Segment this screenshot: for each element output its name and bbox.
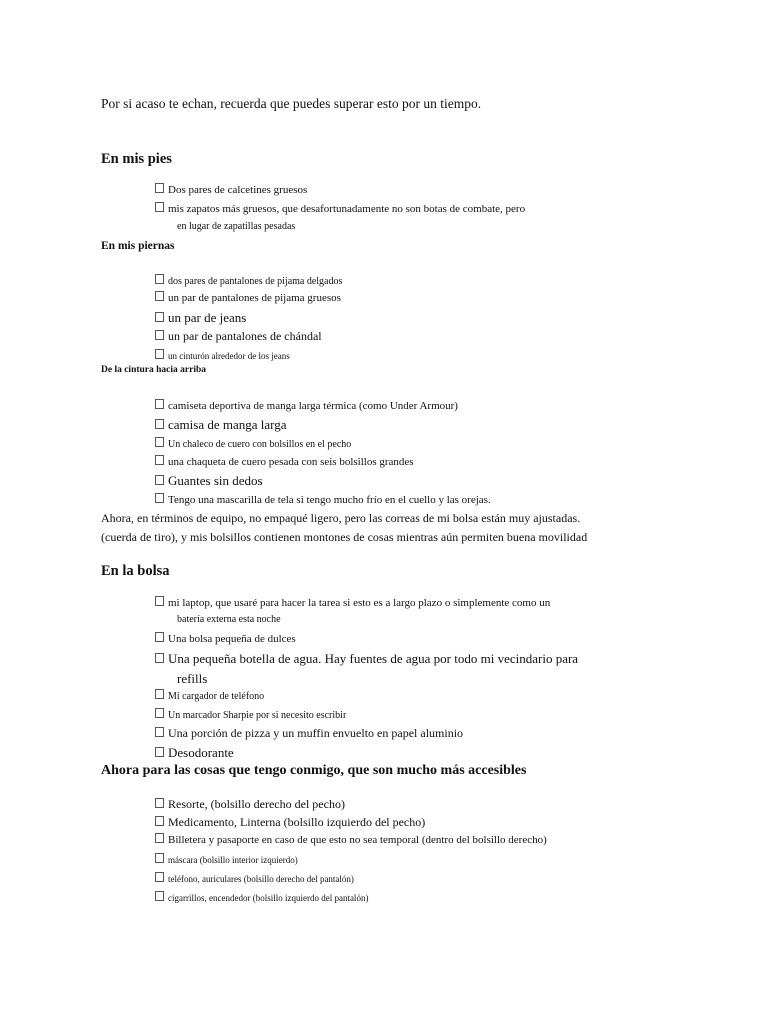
heading-bag: En la bolsa — [101, 563, 170, 579]
list-item — [155, 417, 287, 433]
list-item — [155, 310, 246, 326]
list-item — [155, 689, 264, 702]
list-item-text: Guantes sin dedos — [168, 473, 263, 488]
list-item-text: Medicamento, Linterna (bolsillo izquierdo del pecho) — [168, 815, 426, 829]
list-item — [155, 815, 425, 830]
list-item-text: Dos pares de calcetines gruesos — [168, 184, 308, 196]
checkbox-icon — [155, 183, 164, 193]
list-item-text: Billetera y pasaporte en caso de que esto no sea temporal (dentro del bolsillo derecho) — [168, 834, 547, 846]
checkbox-icon — [155, 689, 164, 699]
checkbox-icon — [155, 632, 164, 642]
checkbox-icon — [155, 312, 164, 322]
checkbox-icon — [155, 291, 164, 301]
checkbox-icon — [155, 816, 164, 826]
list-item-text: Un chaleco de cuero con bolsillos en el pecho — [168, 439, 352, 450]
list-item-text: Desodorante — [168, 745, 234, 760]
list-item — [155, 437, 351, 450]
list-item-text: Una pequeña botella de agua. Hay fuentes de agua por todo mi vecindario para — [168, 651, 579, 666]
list-item-text: Una porción de pizza y un muffin envuelto en papel aluminio — [168, 726, 464, 740]
checkbox-icon — [155, 455, 164, 465]
list-item-text: Tengo una mascarilla de tela si tengo mucho frío en el cuello y las orejas. — [168, 494, 491, 506]
heading-carry: Ahora para las cosas que tengo conmigo, que son mucho más accesibles — [101, 763, 527, 778]
list-item — [155, 493, 491, 506]
checkbox-icon — [155, 437, 164, 447]
list-item — [155, 399, 458, 412]
checkbox-icon — [155, 419, 164, 429]
checkbox-icon — [155, 798, 164, 808]
list-item — [155, 455, 414, 468]
list-item-text: un par de pantalones de chándal — [168, 329, 322, 343]
list-item — [155, 473, 263, 489]
list-item-text: un par de pantalones de pijama gruesos — [168, 292, 341, 304]
list-item — [155, 745, 234, 761]
list-item-text: Mi cargador de teléfono — [168, 691, 265, 702]
list-item — [155, 349, 290, 361]
list-item — [155, 833, 547, 846]
intro-text: Por si acaso te echan, recuerda que puedes superar esto por un tiempo. — [101, 96, 482, 111]
list-item — [155, 797, 345, 812]
list-item — [155, 872, 354, 884]
list-item — [155, 596, 550, 609]
list-item-text: una chaqueta de cuero pesada con seis bolsillos grandes — [168, 456, 414, 468]
checkbox-icon — [155, 891, 164, 901]
heading-legs: En mis piernas — [101, 240, 175, 252]
list-item-continuation: batería externa esta noche — [177, 614, 281, 625]
list-item-text: un par de jeans — [168, 310, 247, 325]
gear-text-line1: Ahora, en términos de equipo, no empaqué ligero, pero las correas de mi bolsa están muy ajustadas. — [101, 511, 581, 525]
list-item-text: cigarrillos, encendedor (bolsillo izquierdo del pantalón) — [168, 893, 369, 903]
heading-feet: En mis pies — [101, 151, 172, 167]
checkbox-icon — [155, 727, 164, 737]
list-item — [155, 202, 525, 215]
list-item — [155, 274, 342, 287]
list-item-text: camiseta deportiva de manga larga térmica (como Under Armour) — [168, 400, 458, 412]
list-item-text: mis zapatos más gruesos, que desafortunadamente no son botas de combate, pero — [168, 203, 526, 215]
list-item-text: Un marcador Sharpie por si necesito escribir — [168, 710, 347, 721]
list-item — [155, 183, 307, 196]
list-item — [155, 329, 322, 344]
checkbox-icon — [155, 274, 164, 284]
checkbox-icon — [155, 708, 164, 718]
list-item — [155, 726, 463, 741]
list-item — [155, 291, 341, 304]
heading-waist: De la cintura hacia arriba — [101, 365, 207, 375]
checkbox-icon — [155, 833, 164, 843]
checkbox-icon — [155, 747, 164, 757]
checkbox-icon — [155, 349, 164, 359]
list-item — [155, 708, 346, 721]
checkbox-icon — [155, 475, 164, 485]
list-item-text: máscara (bolsillo interior izquierdo) — [168, 855, 298, 865]
list-item — [155, 853, 298, 865]
checkbox-icon — [155, 493, 164, 503]
checkbox-icon — [155, 202, 164, 212]
checkbox-icon — [155, 330, 164, 340]
checkbox-icon — [155, 853, 164, 863]
checkbox-icon — [155, 399, 164, 409]
checkbox-icon — [155, 872, 164, 882]
list-item-text: un cinturón alrededor de los jeans — [168, 351, 290, 361]
list-item-text: Resorte, (bolsillo derecho del pecho) — [168, 797, 345, 811]
gear-text-line2: (cuerda de tiro), y mis bolsillos contienen montones de cosas mientras aún permiten buena movilidad — [101, 530, 588, 544]
list-item-text: teléfono, auriculares (bolsillo derecho del pantalón) — [168, 874, 354, 884]
list-item — [155, 651, 578, 667]
list-item — [155, 632, 296, 645]
list-item — [155, 891, 368, 903]
list-item-text: mi laptop, que usaré para hacer la tarea si esto es a largo plazo o simplemente como un — [168, 597, 551, 609]
checkbox-icon — [155, 596, 164, 606]
list-item-continuation: refills — [177, 671, 208, 686]
list-item-text: camisa de manga larga — [168, 417, 287, 432]
checkbox-icon — [155, 653, 164, 663]
list-item-text: dos pares de pantalones de pijama delgados — [168, 276, 343, 287]
list-item-text: Una bolsa pequeña de dulces — [168, 633, 296, 645]
list-item-continuation: en lugar de zapatillas pesadas — [177, 221, 296, 232]
